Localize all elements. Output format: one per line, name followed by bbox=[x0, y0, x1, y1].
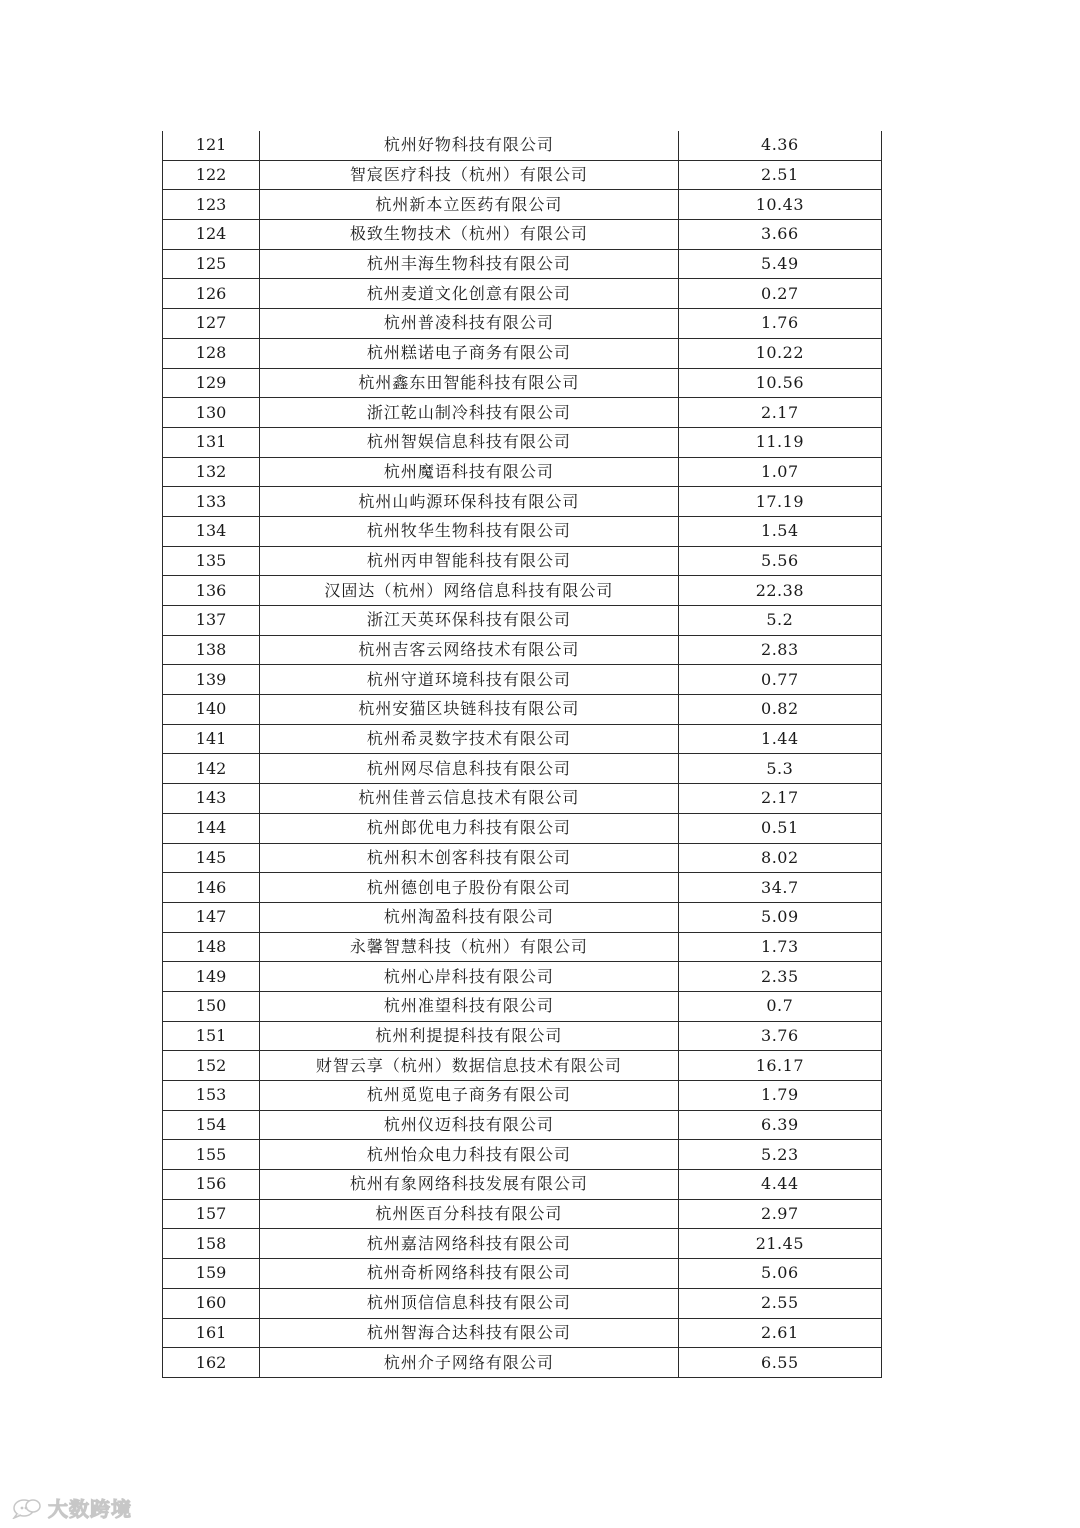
company-name: 杭州魔语科技有限公司 bbox=[260, 457, 679, 487]
row-number: 161 bbox=[163, 1318, 260, 1348]
company-name: 杭州奇析网络科技有限公司 bbox=[260, 1259, 679, 1289]
table-row bbox=[163, 249, 882, 279]
amount-value: 4.44 bbox=[678, 1170, 881, 1200]
amount-value: 8.02 bbox=[678, 843, 881, 873]
table-row bbox=[163, 279, 882, 309]
amount-value: 2.55 bbox=[678, 1288, 881, 1318]
row-number: 134 bbox=[163, 516, 260, 546]
row-number: 150 bbox=[163, 991, 260, 1021]
row-number: 142 bbox=[163, 754, 260, 784]
table-row bbox=[163, 1318, 882, 1348]
amount-value: 1.54 bbox=[678, 516, 881, 546]
company-name: 杭州德创电子股份有限公司 bbox=[260, 873, 679, 903]
table-row bbox=[163, 368, 882, 398]
company-name: 杭州守道环境科技有限公司 bbox=[260, 665, 679, 695]
amount-value: 1.79 bbox=[678, 1081, 881, 1111]
company-name: 杭州利提提科技有限公司 bbox=[260, 1021, 679, 1051]
row-number: 132 bbox=[163, 457, 260, 487]
company-name: 杭州觅览电子商务有限公司 bbox=[260, 1081, 679, 1111]
company-name: 杭州有象网络科技发展有限公司 bbox=[260, 1170, 679, 1200]
company-name: 杭州普凌科技有限公司 bbox=[260, 309, 679, 339]
amount-value: 10.56 bbox=[678, 368, 881, 398]
table-row bbox=[163, 873, 882, 903]
table-row bbox=[163, 1288, 882, 1318]
company-name: 杭州郎优电力科技有限公司 bbox=[260, 813, 679, 843]
watermark bbox=[12, 1493, 132, 1522]
company-name: 杭州吉客云网络技术有限公司 bbox=[260, 635, 679, 665]
row-number: 160 bbox=[163, 1288, 260, 1318]
company-name: 杭州淘盈科技有限公司 bbox=[260, 902, 679, 932]
row-number: 152 bbox=[163, 1051, 260, 1081]
row-number: 139 bbox=[163, 665, 260, 695]
row-number: 146 bbox=[163, 873, 260, 903]
row-number: 121 bbox=[163, 131, 260, 160]
amount-value: 16.17 bbox=[678, 1051, 881, 1081]
table-row bbox=[163, 635, 882, 665]
company-name: 杭州新本立医药有限公司 bbox=[260, 190, 679, 220]
amount-value: 5.23 bbox=[678, 1140, 881, 1170]
row-number: 131 bbox=[163, 427, 260, 457]
amount-value: 2.35 bbox=[678, 962, 881, 992]
row-number: 133 bbox=[163, 487, 260, 517]
company-name: 杭州牧华生物科技有限公司 bbox=[260, 516, 679, 546]
row-number: 126 bbox=[163, 279, 260, 309]
amount-value: 17.19 bbox=[678, 487, 881, 517]
row-number: 123 bbox=[163, 190, 260, 220]
amount-value: 2.61 bbox=[678, 1318, 881, 1348]
table-row bbox=[163, 1348, 882, 1378]
amount-value: 6.39 bbox=[678, 1110, 881, 1140]
row-number: 130 bbox=[163, 398, 260, 428]
table-row bbox=[163, 991, 882, 1021]
company-name: 汉固达（杭州）网络信息科技有限公司 bbox=[260, 576, 679, 606]
row-number: 151 bbox=[163, 1021, 260, 1051]
table-row bbox=[163, 1021, 882, 1051]
company-name: 杭州丙申智能科技有限公司 bbox=[260, 546, 679, 576]
amount-value: 5.06 bbox=[678, 1259, 881, 1289]
amount-value: 0.82 bbox=[678, 695, 881, 725]
row-number: 153 bbox=[163, 1081, 260, 1111]
table-row bbox=[163, 843, 882, 873]
table-row bbox=[163, 427, 882, 457]
row-number: 122 bbox=[163, 160, 260, 190]
row-number: 149 bbox=[163, 962, 260, 992]
table-row bbox=[163, 724, 882, 754]
row-number: 128 bbox=[163, 338, 260, 368]
amount-value: 2.51 bbox=[678, 160, 881, 190]
table-row bbox=[163, 398, 882, 428]
amount-value: 5.49 bbox=[678, 249, 881, 279]
amount-value: 10.43 bbox=[678, 190, 881, 220]
table-row bbox=[163, 190, 882, 220]
table-row bbox=[163, 1110, 882, 1140]
table-row bbox=[163, 1229, 882, 1259]
company-name: 杭州网尽信息科技有限公司 bbox=[260, 754, 679, 784]
company-name: 杭州积木创客科技有限公司 bbox=[260, 843, 679, 873]
row-number: 137 bbox=[163, 606, 260, 636]
table-row bbox=[163, 546, 882, 576]
company-name: 杭州山屿源环保科技有限公司 bbox=[260, 487, 679, 517]
company-name: 杭州希灵数字技术有限公司 bbox=[260, 724, 679, 754]
table-row bbox=[163, 1170, 882, 1200]
table-body bbox=[163, 131, 882, 1377]
amount-value: 34.7 bbox=[678, 873, 881, 903]
row-number: 154 bbox=[163, 1110, 260, 1140]
company-name: 杭州嘉洁网络科技有限公司 bbox=[260, 1229, 679, 1259]
amount-value: 0.77 bbox=[678, 665, 881, 695]
table-row bbox=[163, 457, 882, 487]
company-name: 杭州好物科技有限公司 bbox=[260, 131, 679, 160]
table-row bbox=[163, 754, 882, 784]
amount-value: 5.56 bbox=[678, 546, 881, 576]
table-row bbox=[163, 665, 882, 695]
amount-value: 2.17 bbox=[678, 398, 881, 428]
amount-value: 21.45 bbox=[678, 1229, 881, 1259]
company-name: 浙江天英环保科技有限公司 bbox=[260, 606, 679, 636]
amount-value: 1.76 bbox=[678, 309, 881, 339]
company-name: 杭州顶信信息科技有限公司 bbox=[260, 1288, 679, 1318]
table-row bbox=[163, 516, 882, 546]
row-number: 147 bbox=[163, 902, 260, 932]
company-table bbox=[162, 131, 882, 1378]
amount-value: 2.83 bbox=[678, 635, 881, 665]
amount-value: 1.73 bbox=[678, 932, 881, 962]
row-number: 162 bbox=[163, 1348, 260, 1378]
table-row bbox=[163, 695, 882, 725]
amount-value: 11.19 bbox=[678, 427, 881, 457]
row-number: 125 bbox=[163, 249, 260, 279]
amount-value: 10.22 bbox=[678, 338, 881, 368]
row-number: 141 bbox=[163, 724, 260, 754]
table-row bbox=[163, 1081, 882, 1111]
company-name: 杭州糕诺电子商务有限公司 bbox=[260, 338, 679, 368]
table-row bbox=[163, 338, 882, 368]
amount-value: 3.66 bbox=[678, 220, 881, 250]
company-name: 杭州智海合达科技有限公司 bbox=[260, 1318, 679, 1348]
company-name: 杭州心岸科技有限公司 bbox=[260, 962, 679, 992]
amount-value: 5.3 bbox=[678, 754, 881, 784]
row-number: 155 bbox=[163, 1140, 260, 1170]
chat-bubble-logo-icon bbox=[12, 1497, 42, 1519]
table-row bbox=[163, 309, 882, 339]
table-row bbox=[163, 1051, 882, 1081]
table-row bbox=[163, 902, 882, 932]
amount-value: 5.2 bbox=[678, 606, 881, 636]
amount-value: 0.27 bbox=[678, 279, 881, 309]
amount-value: 2.97 bbox=[678, 1199, 881, 1229]
company-name: 极致生物技术（杭州）有限公司 bbox=[260, 220, 679, 250]
company-name: 杭州麦道文化创意有限公司 bbox=[260, 279, 679, 309]
row-number: 158 bbox=[163, 1229, 260, 1259]
amount-value: 0.7 bbox=[678, 991, 881, 1021]
company-name: 杭州仪迈科技有限公司 bbox=[260, 1110, 679, 1140]
row-number: 129 bbox=[163, 368, 260, 398]
company-name: 永馨智慧科技（杭州）有限公司 bbox=[260, 932, 679, 962]
company-name: 杭州医百分科技有限公司 bbox=[260, 1199, 679, 1229]
amount-value: 4.36 bbox=[678, 131, 881, 160]
row-number: 145 bbox=[163, 843, 260, 873]
row-number: 156 bbox=[163, 1170, 260, 1200]
table-row bbox=[163, 1140, 882, 1170]
company-name: 杭州介子网络有限公司 bbox=[260, 1348, 679, 1378]
amount-value: 1.07 bbox=[678, 457, 881, 487]
row-number: 143 bbox=[163, 784, 260, 814]
row-number: 148 bbox=[163, 932, 260, 962]
amount-value: 5.09 bbox=[678, 902, 881, 932]
company-name: 杭州安猫区块链科技有限公司 bbox=[260, 695, 679, 725]
row-number: 138 bbox=[163, 635, 260, 665]
table-row bbox=[163, 784, 882, 814]
table-row bbox=[163, 160, 882, 190]
row-number: 157 bbox=[163, 1199, 260, 1229]
table-row bbox=[163, 131, 882, 160]
company-name: 智宸医疗科技（杭州）有限公司 bbox=[260, 160, 679, 190]
amount-value: 0.51 bbox=[678, 813, 881, 843]
table-row bbox=[163, 220, 882, 250]
row-number: 135 bbox=[163, 546, 260, 576]
company-name: 杭州智娱信息科技有限公司 bbox=[260, 427, 679, 457]
company-name: 财智云享（杭州）数据信息技术有限公司 bbox=[260, 1051, 679, 1081]
table-row bbox=[163, 962, 882, 992]
amount-value: 22.38 bbox=[678, 576, 881, 606]
watermark-text: 大数跨境 bbox=[48, 1497, 132, 1521]
table-row bbox=[163, 576, 882, 606]
table-row bbox=[163, 487, 882, 517]
table-row bbox=[163, 1259, 882, 1289]
company-name: 浙江乾山制冷科技有限公司 bbox=[260, 398, 679, 428]
amount-value: 3.76 bbox=[678, 1021, 881, 1051]
company-name: 杭州准望科技有限公司 bbox=[260, 991, 679, 1021]
row-number: 144 bbox=[163, 813, 260, 843]
amount-value: 1.44 bbox=[678, 724, 881, 754]
company-name: 杭州怡众电力科技有限公司 bbox=[260, 1140, 679, 1170]
row-number: 136 bbox=[163, 576, 260, 606]
company-name: 杭州佳普云信息技术有限公司 bbox=[260, 784, 679, 814]
row-number: 124 bbox=[163, 220, 260, 250]
company-name: 杭州丰海生物科技有限公司 bbox=[260, 249, 679, 279]
row-number: 127 bbox=[163, 309, 260, 339]
amount-value: 2.17 bbox=[678, 784, 881, 814]
company-name: 杭州鑫东田智能科技有限公司 bbox=[260, 368, 679, 398]
table-row bbox=[163, 1199, 882, 1229]
row-number: 140 bbox=[163, 695, 260, 725]
table-row bbox=[163, 606, 882, 636]
row-number: 159 bbox=[163, 1259, 260, 1289]
amount-value: 6.55 bbox=[678, 1348, 881, 1378]
table-row bbox=[163, 932, 882, 962]
table-row bbox=[163, 813, 882, 843]
